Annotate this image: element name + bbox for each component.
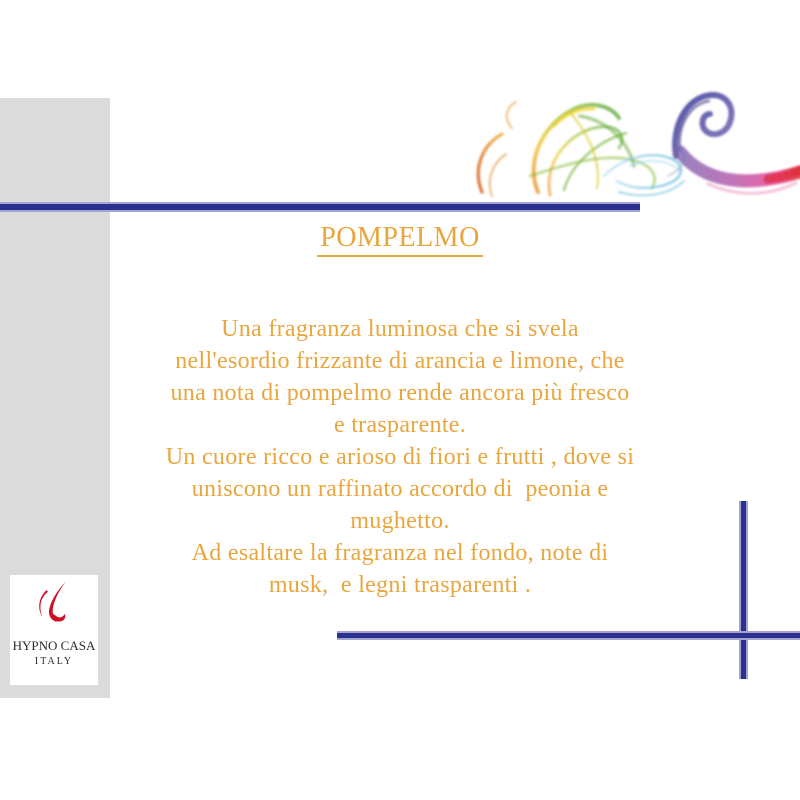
description-line: Una fragranza luminosa che si svela [221,316,579,342]
rainbow-smoke-graphic [468,80,800,208]
description-line: nell'esordio frizzante di arancia e limone, che [175,348,625,374]
brand-name: HYPNO CASA [12,638,96,653]
description-line: Un cuore ricco e arioso di fiori e frutti , dove si [165,444,635,470]
flame-icon [27,579,81,639]
brand-logo [10,575,98,685]
description-line: musk, e legni trasparenti . [268,572,532,598]
fragrance-description [100,313,700,601]
description-line: Ad esaltare la fragranza nel fondo, note di [191,540,609,566]
slide-title: POMPELMO [317,223,483,257]
bottom-divider-line [337,631,800,640]
title-row [0,223,800,257]
top-divider-line [0,202,640,212]
right-accent-line [739,501,748,679]
description-line: mughetto. [350,508,450,534]
description-line: una nota di pompelmo rende ancora più fresco [170,380,630,406]
description-line: e trasparente. [333,412,467,438]
description-line: uniscono un raffinato accordo di peonia e [191,476,609,502]
brand-country: ITALY [34,656,74,667]
